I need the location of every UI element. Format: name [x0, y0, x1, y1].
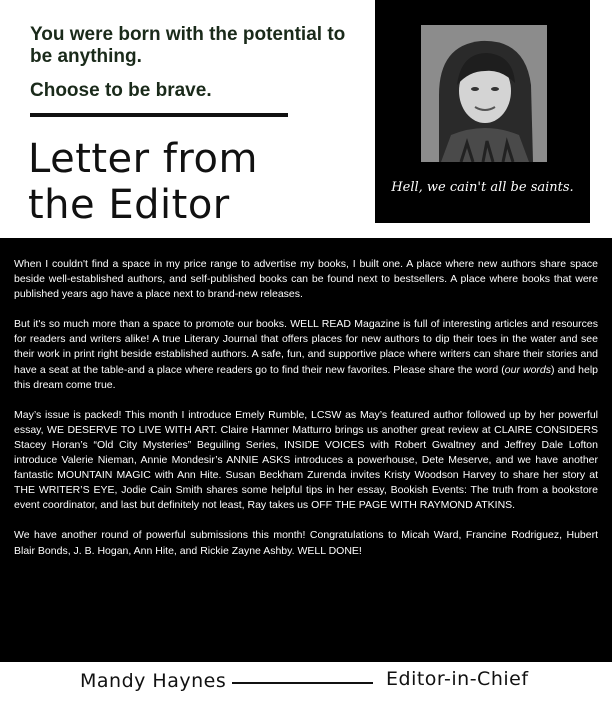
paragraph-4: We have another round of powerful submissions this month! Congratulations to Micah Ward, Francine Rodriguez, Hubert Blair Bonds, J. B. Hogan, Ann Hite, and Rickie Zayne Ashby. WELL DONE!: [14, 529, 598, 557]
letter-text: [14, 257, 598, 574]
photo-caption: Hell, we cain't all be saints.: [391, 180, 574, 195]
letter-body: [0, 238, 612, 662]
divider-rule: [30, 113, 288, 117]
paragraph-2: [14, 317, 598, 392]
paragraph-2-emphasis: our words: [504, 363, 552, 376]
page-title: [28, 136, 358, 228]
paragraph-2-end: ) and help this dream come true.: [14, 363, 598, 391]
tagline: [30, 24, 370, 102]
tagline-potential: You were born with the potential to be anything.: [30, 24, 346, 67]
paragraph-1: When I couldn't find a space in my price range to advertise my books, I built one. A place where new authors share space beside well-established authors, and self-published books can be found next to bestsellers. A place where books that were published years ago have a place next to brand-new releases.: [14, 258, 598, 301]
editor-title: Editor-in-Chief: [386, 668, 529, 690]
editor-photo-panel: [375, 0, 590, 223]
editor-portrait: [421, 25, 547, 162]
paragraph-3: May’s issue is packed! This month I introduce Emely Rumble, LCSW as May’s featured author followed up by her powerful essay, WE DESERVE TO LIVE WITH ART. Claire Hamner Matturro brings us another great review at CLAIRE CONSIDERS Stacey Horan’s “Old City Mysteries” Beguiling Series, INSIDE VOICES with Robert Gwaltney and Jeffrey Dale Lofton introduce Valerie Nieman, Annie Mondesir’s ANNIE ASKS introduces a powerhouse, Dete Meserve, and we have another fantastic MOUNTAIN MAGIC with Ann Hite. Susan Beckham Zurenda invites Kristy Woodson Harvey to share her story at THE WRITER’S EYE, Jodie Cain Smith shares some helpful tips in her essay, Bookish Events: The truth from a bookstore event coordinator, and last but definitely not least, Ray takes us OFF THE PAGE WITH RAYMOND ATKINS.: [14, 408, 598, 512]
editor-name: Mandy Haynes: [80, 670, 227, 692]
tagline-brave: Choose to be brave.: [30, 80, 212, 101]
header-section: [0, 0, 612, 238]
page-title-line-1: Letter from: [28, 136, 258, 182]
signature-footer: [0, 662, 612, 716]
signature-rule: [232, 682, 373, 684]
page-title-line-2: the Editor: [28, 182, 230, 228]
paragraph-2-start: But it's so much more than a space to promote our books. WELL READ Magazine is full of interesting articles and resources for readers and writers alike! A true Literary Journal that offers places for new authors to dip their toes in the water and see their work in print right beside established authors. A safe, fun, and supportive place where writers can share their stories and have a seat at the table-and a place where readers go to find their new favorites. Please share the word (: [14, 318, 598, 376]
